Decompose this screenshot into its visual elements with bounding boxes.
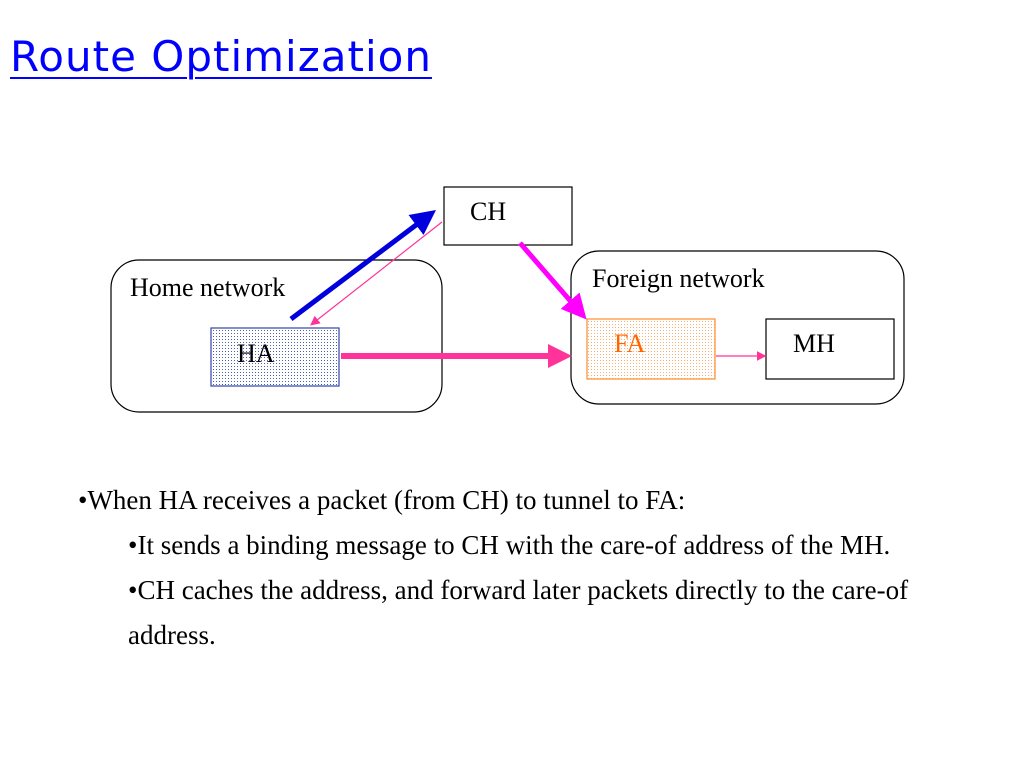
slide-title: Route Optimization bbox=[10, 32, 432, 81]
bullet-item: •When HA receives a packet (from CH) to tunnel to FA: bbox=[78, 485, 686, 515]
home-network-label: Home network bbox=[130, 273, 286, 302]
foreign-network-label: Foreign network bbox=[592, 264, 765, 293]
fa-label: FA bbox=[614, 329, 646, 358]
sub-bullet-item: •It sends a binding message to CH with the care-of address of the MH. bbox=[128, 530, 891, 560]
bullet-list bbox=[78, 478, 978, 658]
fa-node bbox=[587, 319, 715, 379]
ch-node bbox=[444, 187, 572, 245]
ha-label: HA bbox=[237, 339, 275, 368]
mh-label: MH bbox=[793, 329, 835, 358]
ch-label: CH bbox=[470, 197, 507, 226]
ha-node bbox=[211, 328, 339, 386]
sub-bullet-item: •CH caches the address, and forward later packets directly to the care-of address. bbox=[128, 575, 909, 650]
